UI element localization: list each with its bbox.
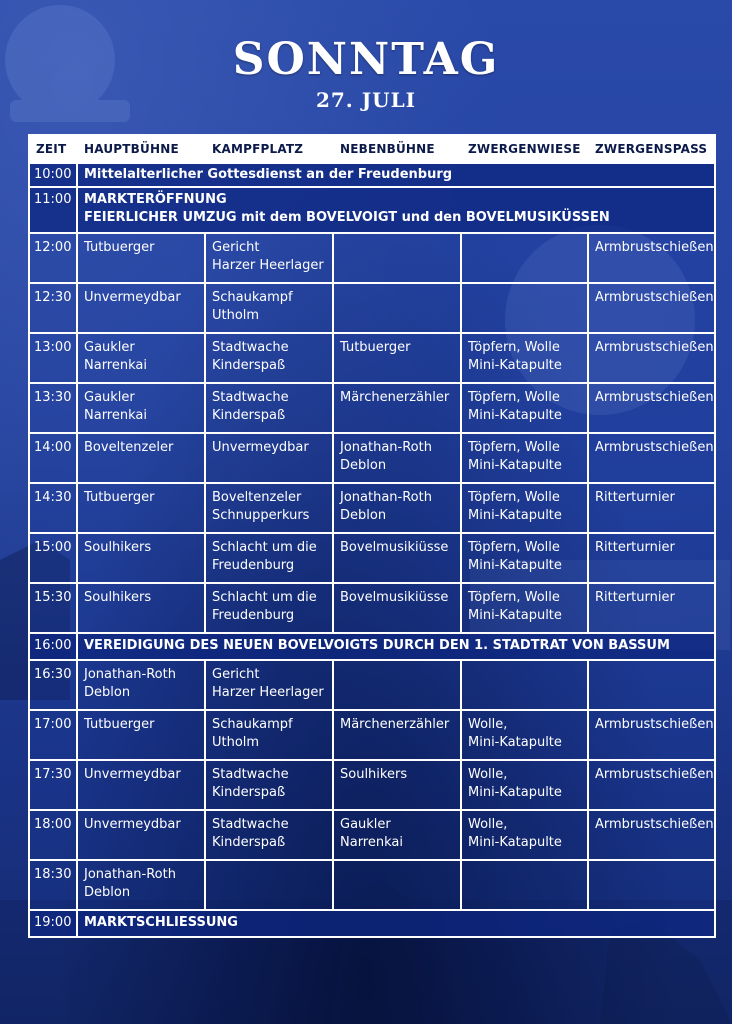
kampfplatz-cell: Schlacht um die Freudenburg bbox=[205, 583, 333, 633]
nebenbuehne-cell: Jonathan-Roth Deblon bbox=[333, 433, 461, 483]
schedule-row bbox=[29, 660, 715, 710]
event-text: MARKTSCHLIESSUNG bbox=[77, 910, 715, 937]
zwergenspass-cell bbox=[588, 660, 715, 710]
column-header-zwergenspass: ZWERGENSPASS bbox=[588, 135, 715, 163]
hauptbuehne-cell: Unvermeydbar bbox=[77, 810, 205, 860]
hauptbuehne-cell: Unvermeydbar bbox=[77, 760, 205, 810]
event-row bbox=[29, 187, 715, 233]
hauptbuehne-cell: Gaukler Narrenkai bbox=[77, 333, 205, 383]
hauptbuehne-cell: Soulhikers bbox=[77, 533, 205, 583]
event-text: VEREIDIGUNG DES NEUEN BOVELVOIGTS DURCH DEN 1. STADTRAT VON BASSUM bbox=[77, 633, 715, 660]
time-cell: 15:00 bbox=[29, 533, 77, 583]
nebenbuehne-cell: Märchenerzähler bbox=[333, 710, 461, 760]
zwergenwiese-cell: Töpfern, Wolle Mini-Katapulte bbox=[461, 333, 588, 383]
time-cell: 16:30 bbox=[29, 660, 77, 710]
zwergenspass-cell: Armbrustschießen bbox=[588, 810, 715, 860]
time-cell: 13:30 bbox=[29, 383, 77, 433]
kampfplatz-cell: Stadtwache Kinderspaß bbox=[205, 333, 333, 383]
zwergenspass-cell: Armbrustschießen bbox=[588, 333, 715, 383]
time-cell: 13:00 bbox=[29, 333, 77, 383]
zwergenwiese-cell: Wolle, Mini-Katapulte bbox=[461, 810, 588, 860]
time-cell: 19:00 bbox=[29, 910, 77, 937]
kampfplatz-cell: Schaukampf Utholm bbox=[205, 710, 333, 760]
hauptbuehne-cell: Soulhikers bbox=[77, 583, 205, 633]
kampfplatz-cell: Gericht Harzer Heerlager bbox=[205, 233, 333, 283]
nebenbuehne-cell bbox=[333, 660, 461, 710]
zwergenspass-cell: Ritterturnier bbox=[588, 583, 715, 633]
event-row bbox=[29, 910, 715, 937]
schedule-row bbox=[29, 333, 715, 383]
kampfplatz-cell: Schaukampf Utholm bbox=[205, 283, 333, 333]
time-cell: 11:00 bbox=[29, 187, 77, 233]
zwergenwiese-cell: Töpfern, Wolle Mini-Katapulte bbox=[461, 583, 588, 633]
schedule-row bbox=[29, 710, 715, 760]
schedule-row bbox=[29, 583, 715, 633]
event-text: MARKTERÖFFNUNG FEIERLICHER UMZUG mit dem BOVELVOIGT und den BOVELMUSIKÜSSEN bbox=[77, 187, 715, 233]
column-header-zeit: ZEIT bbox=[29, 135, 77, 163]
time-cell: 16:00 bbox=[29, 633, 77, 660]
time-cell: 18:00 bbox=[29, 810, 77, 860]
nebenbuehne-cell: Bovelmusikiüsse bbox=[333, 583, 461, 633]
zwergenwiese-cell: Töpfern, Wolle Mini-Katapulte bbox=[461, 383, 588, 433]
time-cell: 18:30 bbox=[29, 860, 77, 910]
event-row bbox=[29, 633, 715, 660]
page-title: SONNTAG bbox=[232, 34, 500, 85]
time-cell: 14:00 bbox=[29, 433, 77, 483]
time-cell: 14:30 bbox=[29, 483, 77, 533]
schedule-row bbox=[29, 483, 715, 533]
column-header-nebenbuehne: NEBENBÜHNE bbox=[333, 135, 461, 163]
zwergenspass-cell: Ritterturnier bbox=[588, 483, 715, 533]
nebenbuehne-cell bbox=[333, 860, 461, 910]
column-header-kampfplatz: KAMPFPLATZ bbox=[205, 135, 333, 163]
kampfplatz-cell: Stadtwache Kinderspaß bbox=[205, 383, 333, 433]
time-cell: 17:00 bbox=[29, 710, 77, 760]
time-cell: 10:00 bbox=[29, 163, 77, 187]
zwergenwiese-cell bbox=[461, 860, 588, 910]
zwergenwiese-cell bbox=[461, 283, 588, 333]
page-subtitle-date: 27. JULI bbox=[315, 88, 417, 112]
hauptbuehne-cell: Tutbuerger bbox=[77, 710, 205, 760]
zwergenspass-cell bbox=[588, 860, 715, 910]
kampfplatz-cell: Stadtwache Kinderspaß bbox=[205, 810, 333, 860]
schedule-table bbox=[28, 134, 716, 938]
kampfplatz-cell: Gericht Harzer Heerlager bbox=[205, 660, 333, 710]
time-cell: 12:00 bbox=[29, 233, 77, 283]
zwergenspass-cell: Armbrustschießen bbox=[588, 760, 715, 810]
kampfplatz-cell bbox=[205, 860, 333, 910]
schedule-row bbox=[29, 283, 715, 333]
zwergenwiese-cell: Wolle, Mini-Katapulte bbox=[461, 710, 588, 760]
schedule-row bbox=[29, 533, 715, 583]
zwergenwiese-cell bbox=[461, 660, 588, 710]
zwergenspass-cell: Armbrustschießen bbox=[588, 433, 715, 483]
schedule-row bbox=[29, 810, 715, 860]
hauptbuehne-cell: Tutbuerger bbox=[77, 483, 205, 533]
schedule-row bbox=[29, 860, 715, 910]
time-cell: 12:30 bbox=[29, 283, 77, 333]
column-header-zwergenwiese: ZWERGENWIESE bbox=[461, 135, 588, 163]
zwergenwiese-cell: Töpfern, Wolle Mini-Katapulte bbox=[461, 483, 588, 533]
schedule-row bbox=[29, 233, 715, 283]
zwergenwiese-cell: Töpfern, Wolle Mini-Katapulte bbox=[461, 433, 588, 483]
hauptbuehne-cell: Tutbuerger bbox=[77, 233, 205, 283]
kampfplatz-cell: Unvermeydbar bbox=[205, 433, 333, 483]
zwergenspass-cell: Armbrustschießen bbox=[588, 283, 715, 333]
schedule-row bbox=[29, 383, 715, 433]
nebenbuehne-cell: Soulhikers bbox=[333, 760, 461, 810]
kampfplatz-cell: Stadtwache Kinderspaß bbox=[205, 760, 333, 810]
kampfplatz-cell: Schlacht um die Freudenburg bbox=[205, 533, 333, 583]
zwergenwiese-cell: Töpfern, Wolle Mini-Katapulte bbox=[461, 533, 588, 583]
schedule-row bbox=[29, 760, 715, 810]
time-cell: 15:30 bbox=[29, 583, 77, 633]
nebenbuehne-cell: Bovelmusikiüsse bbox=[333, 533, 461, 583]
zwergenspass-cell: Armbrustschießen bbox=[588, 233, 715, 283]
zwergenspass-cell: Armbrustschießen bbox=[588, 383, 715, 433]
zwergenspass-cell: Ritterturnier bbox=[588, 533, 715, 583]
hauptbuehne-cell: Gaukler Narrenkai bbox=[77, 383, 205, 433]
time-cell: 17:30 bbox=[29, 760, 77, 810]
nebenbuehne-cell bbox=[333, 233, 461, 283]
event-text: Mittelalterlicher Gottesdienst an der Freudenburg bbox=[77, 163, 715, 187]
hauptbuehne-cell: Jonathan-Roth Deblon bbox=[77, 860, 205, 910]
nebenbuehne-cell bbox=[333, 283, 461, 333]
column-header-hauptbuehne: HAUPTBÜHNE bbox=[77, 135, 205, 163]
kampfplatz-cell: Boveltenzeler Schnupperkurs bbox=[205, 483, 333, 533]
header-row bbox=[29, 135, 715, 163]
nebenbuehne-cell: Tutbuerger bbox=[333, 333, 461, 383]
schedule-row bbox=[29, 433, 715, 483]
nebenbuehne-cell: Jonathan-Roth Deblon bbox=[333, 483, 461, 533]
event-row bbox=[29, 163, 715, 187]
hauptbuehne-cell: Unvermeydbar bbox=[77, 283, 205, 333]
nebenbuehne-cell: Märchenerzähler bbox=[333, 383, 461, 433]
zwergenspass-cell: Armbrustschießen bbox=[588, 710, 715, 760]
zwergenwiese-cell: Wolle, Mini-Katapulte bbox=[461, 760, 588, 810]
hauptbuehne-cell: Jonathan-Roth Deblon bbox=[77, 660, 205, 710]
zwergenwiese-cell bbox=[461, 233, 588, 283]
nebenbuehne-cell: Gaukler Narrenkai bbox=[333, 810, 461, 860]
hauptbuehne-cell: Boveltenzeler bbox=[77, 433, 205, 483]
